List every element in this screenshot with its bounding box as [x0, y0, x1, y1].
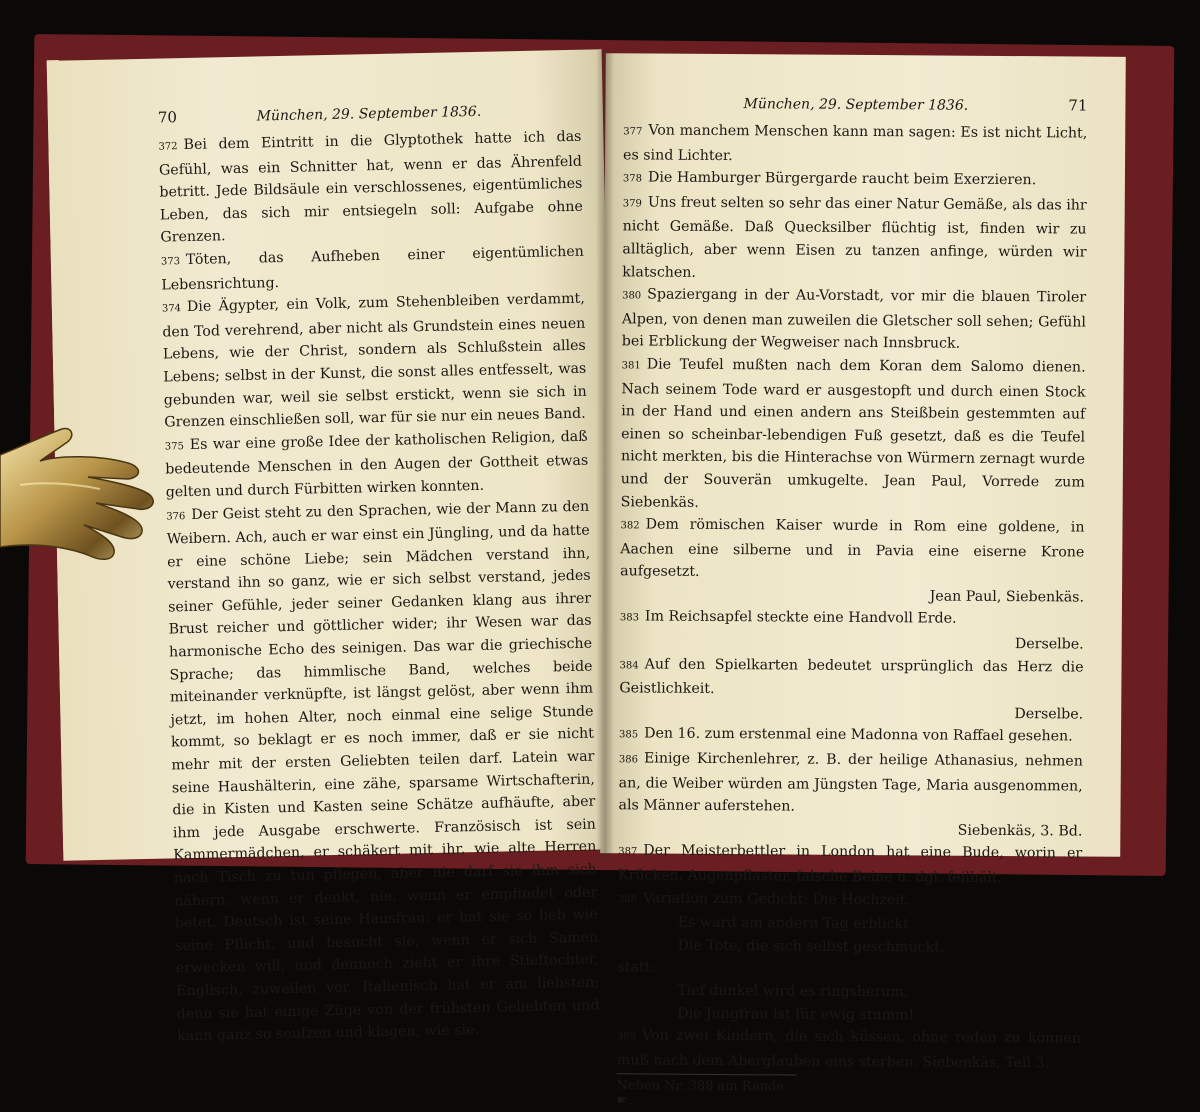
verse-line: Tief dunkel wird es ringsherum,: [677, 982, 909, 1001]
left-running-title: München, 29. September 1836.: [256, 103, 482, 125]
entry-text: Von zwei Kindern, die sich küssen, ohne reden zu können muß nach dem Aberglauben eins sterben. Siebenkäs, Teil 3.: [616, 1027, 1081, 1072]
entry-372: [158, 126, 583, 250]
entry-text: Die Ägypter, ein Volk, zum Stehenbleiben verdammt, den Tod verehrend, aber nicht als Grundstein eines neuen Lebens, wie der Christ, sondern als Schlußstein alles Lebens; selbst in der Kunst, die sonst alles entfesselt, was gebunden war, weil sie selbst erstickt, wenn sie sich in Grenzen einschließen soll, war für sie nur ein neues Band.: [162, 290, 587, 431]
entry-380: [622, 283, 1086, 356]
entry-attribution: Derselbe.: [1014, 705, 1084, 723]
entry-389: [617, 1024, 1081, 1074]
right-running-head: [623, 93, 1087, 114]
entry-388: [618, 887, 1082, 915]
entry-377: [623, 119, 1087, 169]
entry-number: 379: [622, 198, 642, 210]
entry-text: Den 16. zum erstenmal eine Madonna von Raffael gesehen.: [644, 725, 1073, 745]
entry-text: Dem römischen Kaiser wurde in Rom eine goldene, in Aachen eine silberne und in Pavia eine eiserne Krone aufgesetzt.: [620, 516, 1085, 581]
entry-number: 378: [622, 173, 643, 185]
entry-text: Der Meisterbettler in London hat eine Bude, worin er Krücken, Augenpflaster, falsche Beine u. dgl. feilhält.: [618, 842, 1083, 886]
verse-line: Die Tote, die sich selbst geschmückt,: [677, 937, 945, 956]
entry-number: 389: [616, 1031, 637, 1043]
right-page-number: 71: [1068, 96, 1088, 115]
entry-number: 382: [620, 520, 640, 532]
entry-text: Es war eine große Idee der katholischen Religion, daß bedeutende Menschen in den Augen der Gottheit etwas gelten und durch Fürbitten wirken konnten.: [165, 428, 589, 501]
entry-text: Die Teufel mußten nach dem Koran dem Salomo dienen. Nach seinem Tode ward er ausgestopft und durch einen Stock in der Hand und einen andern ans Steißbein gestemmten auf einen so scheinbar-lebendigen Fuß gesetzt, daß es die Teufel nicht merkten, bis die Hinterachse von Würmern zernagt wurde und der Souverän umkugelte. Jean Paul, Vorrede zum Siebenkäs.: [620, 356, 1086, 511]
entry-382: [620, 513, 1085, 609]
entry-text: Die Hamburger Bürgergarde raucht beim Exerzieren.: [647, 169, 1037, 189]
entry-number: 377: [623, 126, 643, 138]
entry-number: 381: [621, 360, 641, 372]
entry-number: 387: [618, 846, 638, 858]
verse-line: Die Jungfrau ist für ewig stumm!: [677, 1005, 915, 1023]
entry-attribution: Siebenkäs, 3. Bd.: [957, 822, 1083, 840]
left-running-head: [158, 100, 581, 127]
entry-number: 380: [622, 290, 642, 302]
entry-385: [619, 723, 1083, 751]
entry-text: Von manchem Menschen kann man sagen: Es ist nicht Licht, es sind Lichter.: [623, 122, 1088, 164]
entry-text: Variation zum Gedicht: Die Hochzeit.: [642, 890, 911, 908]
entry-number: 385: [618, 729, 639, 741]
entry-378: [623, 167, 1087, 195]
footnote: Neben Nr. 388 am Rande ☛.: [616, 1074, 796, 1110]
entry-text: Bei dem Eintritt in die Glyptothek hatte ich das Gefühl, was ein Schnitter hat, wenn er das Ährenfeld betritt. Jede Bildsäule ein verschlossenes, eigentümliches Leben, das sich mir entsiegeln soll: Aufgabe ohne Grenzen.: [158, 128, 584, 246]
entry-387: [618, 840, 1082, 890]
entry-381: [621, 353, 1086, 516]
right-entries: [618, 119, 1087, 890]
entry-number: 383: [619, 612, 639, 624]
left-entries: [158, 126, 600, 1048]
entry-text: Im Reichsapfel steckte eine Handvoll Erde.: [644, 608, 957, 628]
verse-line: Es ward am andern Tag erblickt: [677, 914, 909, 933]
entry-384: [619, 653, 1083, 726]
entry-379: [622, 191, 1087, 287]
entry-386: [618, 747, 1083, 843]
entry-number: 374: [161, 303, 182, 315]
entry-number: 384: [619, 659, 639, 672]
entry-number: 375: [164, 440, 184, 453]
right-page: [600, 53, 1126, 1109]
entry-number: 376: [166, 510, 186, 522]
entry-text: Spaziergang in der Au-Vorstadt, vor mir die blauen Tiroler Alpen, von denen man zuweilen die Gletscher soll sehen; Gefühl bei Erblickung der Wegweiser nach Innsbruck.: [621, 286, 1087, 353]
entry-383: [620, 606, 1084, 656]
entry-text: Der Geist steht zu den Sprachen, wie der Mann zu den Weibern. Ach, auch er war einst ein Jüngling, und da hatte er eine schöne Liebe; sein Mädchen verstand ihn, verstand ihn so ganz, wie er sich selbst verstand, jedes seiner Gefühle, jeder seiner Gedanken klang aus ihrer Brust reicher und göttlicher wider; ihr Wesen war das harmonische Echo des seinigen. Das war die griechische Sprache; das himmlische Band, welches beide miteinander verknüpfte, ist längst gelöst, aber wenn ihm jetzt, im hohen Alter, noch einmal eine selige Stunde kommt, so beklagt er es noch immer, daß er sie nicht mehr mit der ersten Geliebten teilen darf. Latein war seine Haushälterin, eine zähe, sparsame Wirtschafterin, die in Kisten und Kasten seine Schätze aufhäufte, aber ihm jede Ausgabe erschwerte. Französisch ist sein Kammermädchen, er schäkert mit ihr, wie alte Herren nach Tisch zu tun pflegen, aber nie darf sie ihm sich nähern, wenn er denkt, nie, wenn er empfindet oder betet. Deutsch ist seine Hausfrau; er hat sie so lieb wie seine Pflicht, und besucht sie, wenn er sich Samen erwecken will, und dennoch zieht er ihre Stieftochter, Englisch, zuweilen vor. Italienisch hat er am liebsten; denn sie hat einige Züge von der frühsten Geliebten und kann ganz so seufzen und klagen, wie sie.: [166, 498, 600, 1045]
book-gutter-shadow: [596, 50, 614, 860]
entry-375: [165, 425, 589, 504]
right-running-title: München, 29. September 1836.: [743, 96, 969, 114]
entry-text: Töten, das Aufheben einer eigentümlichen Lebensrichtung.: [161, 243, 584, 294]
entry-374: [162, 288, 588, 434]
entry-attribution: Jean Paul, Siebenkäs.: [929, 588, 1085, 606]
entry-number: 373: [160, 256, 181, 268]
entry-text: Auf den Spielkarten bedeutet ursprünglich das Herz die Geistlichkeit.: [619, 656, 1084, 698]
entry-number: 386: [618, 754, 638, 766]
verse-statt: statt:: [617, 959, 656, 976]
entry-text: Uns freut selten so sehr das einer Natur Gemäße, als das ihr nicht Gemäße. Daß Quecksilber flüchtig ist, finden wir zu alltäglich, aber wenn Eisen zu tanzen anfinge, würden wir klatschen.: [622, 194, 1087, 281]
entry-text: Einige Kirchenlehrer, z. B. der heilige Athanasius, nehmen an, die Weiber würden am Jüngsten Tage, Maria ausgenommen, als Männer auferstehen.: [618, 750, 1083, 815]
entry-number: 372: [158, 141, 178, 153]
brass-hand-icon: [0, 415, 160, 585]
entry-number: 388: [617, 893, 638, 906]
left-page-number: 70: [157, 108, 178, 127]
entry-attribution: Derselbe.: [1014, 636, 1084, 653]
entry-376: [166, 495, 600, 1048]
